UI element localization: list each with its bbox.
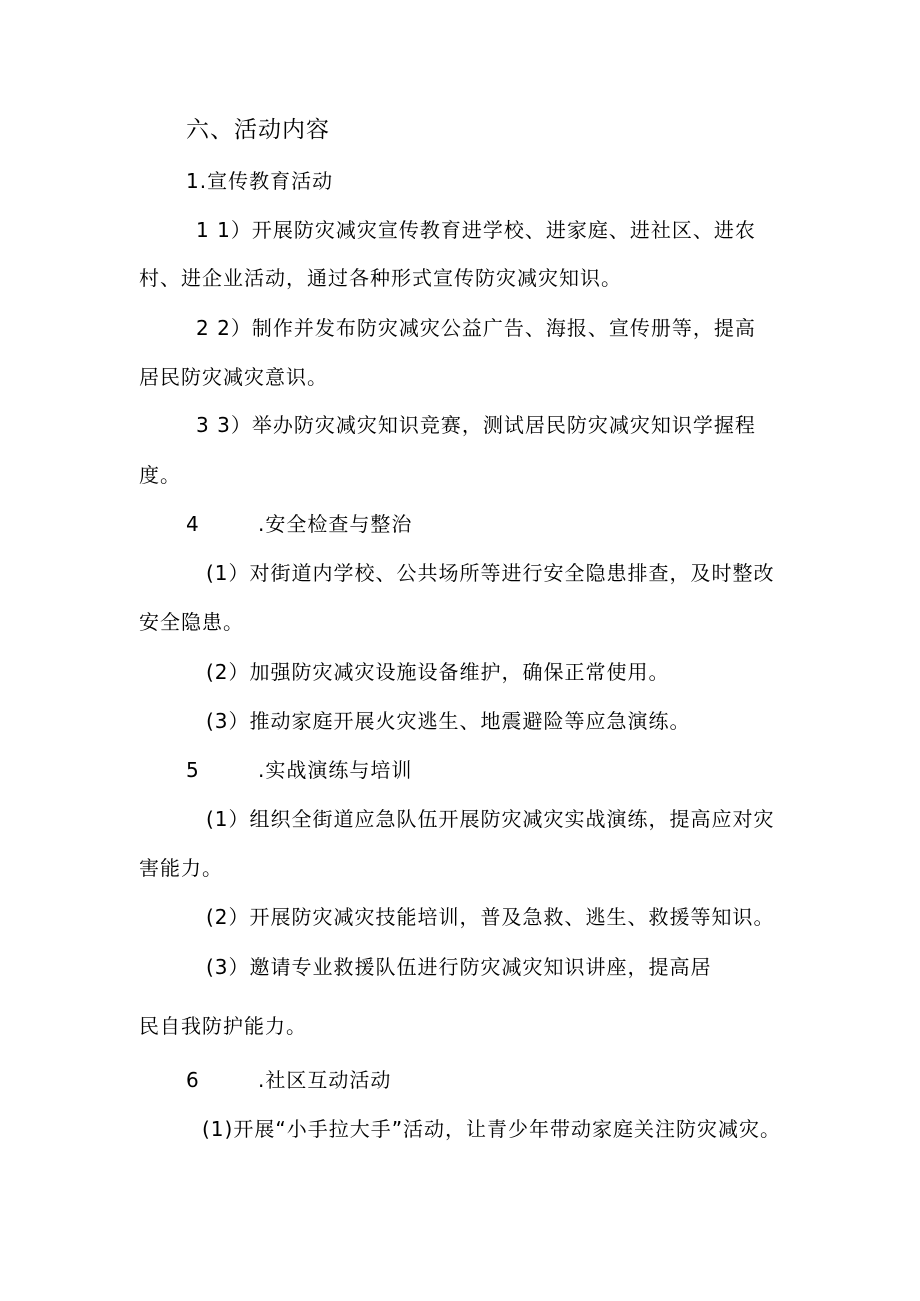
item-text-line2: 居民防灾减灾意识。 bbox=[139, 365, 328, 389]
list-item: (2）开展防灾减灾技能培训，普及急救、逃生、救援等知识。 bbox=[206, 905, 775, 929]
list-item: (3）邀请专业救援队伍进行防灾减灾知识讲座，提高居 bbox=[206, 955, 712, 979]
item-number: 2 bbox=[196, 316, 210, 340]
subsection-title-6: .社区互动活动 bbox=[258, 1068, 392, 1092]
item-text-line2: 安全隐患。 bbox=[139, 610, 244, 634]
list-item: (1)开展“小手拉大手”活动，让青少年带动家庭关注防灾减灾。 bbox=[202, 1117, 782, 1141]
subsection-title-1: 1.宣传教育活动 bbox=[186, 169, 334, 193]
subsection-number-4: 4 bbox=[186, 512, 200, 536]
item-number: 1 bbox=[196, 218, 210, 242]
item-text-line2: 度。 bbox=[139, 463, 181, 487]
item-number: 3 bbox=[196, 413, 210, 437]
item-text-line2: 村、进企业活动，通过各种形式宣传防灾减灾知识。 bbox=[139, 266, 622, 290]
list-item bbox=[196, 315, 756, 341]
section-title: 六、活动内容 bbox=[186, 117, 330, 143]
subsection-number-5: 5 bbox=[186, 758, 200, 782]
item-text-line1: 1）开展防灾减灾宣传教育进学校、进家庭、进社区、进农 bbox=[217, 218, 756, 242]
list-item: (2）加强防灾减灾设施设备维护，确保正常使用。 bbox=[206, 660, 670, 684]
list-item bbox=[196, 412, 756, 438]
subsection-title-4: .安全检查与整治 bbox=[258, 512, 413, 536]
list-item: (1）对街道内学校、公共场所等进行安全隐患排查，及时整改 bbox=[206, 561, 775, 585]
item-text-line1: 2）制作并发布防灾减灾公益广告、海报、宣传册等，提高 bbox=[217, 316, 756, 340]
item-text-line2: 害能力。 bbox=[139, 856, 223, 880]
list-item: (1）组织全街道应急队伍开展防灾减灾实战演练，提高应对灾 bbox=[206, 807, 775, 831]
subsection-number-6: 6 bbox=[186, 1068, 200, 1092]
list-item bbox=[196, 217, 756, 243]
item-text-line1: 3）举办防灾减灾知识竞赛，测试居民防灾减灾知识学握程 bbox=[217, 413, 756, 437]
list-item: (3）推动家庭开展火灾逃生、地震避险等应急演练。 bbox=[206, 709, 691, 733]
item-text-line2: 民自我防护能力。 bbox=[139, 1014, 307, 1038]
subsection-title-5: .实战演练与培训 bbox=[258, 758, 413, 782]
